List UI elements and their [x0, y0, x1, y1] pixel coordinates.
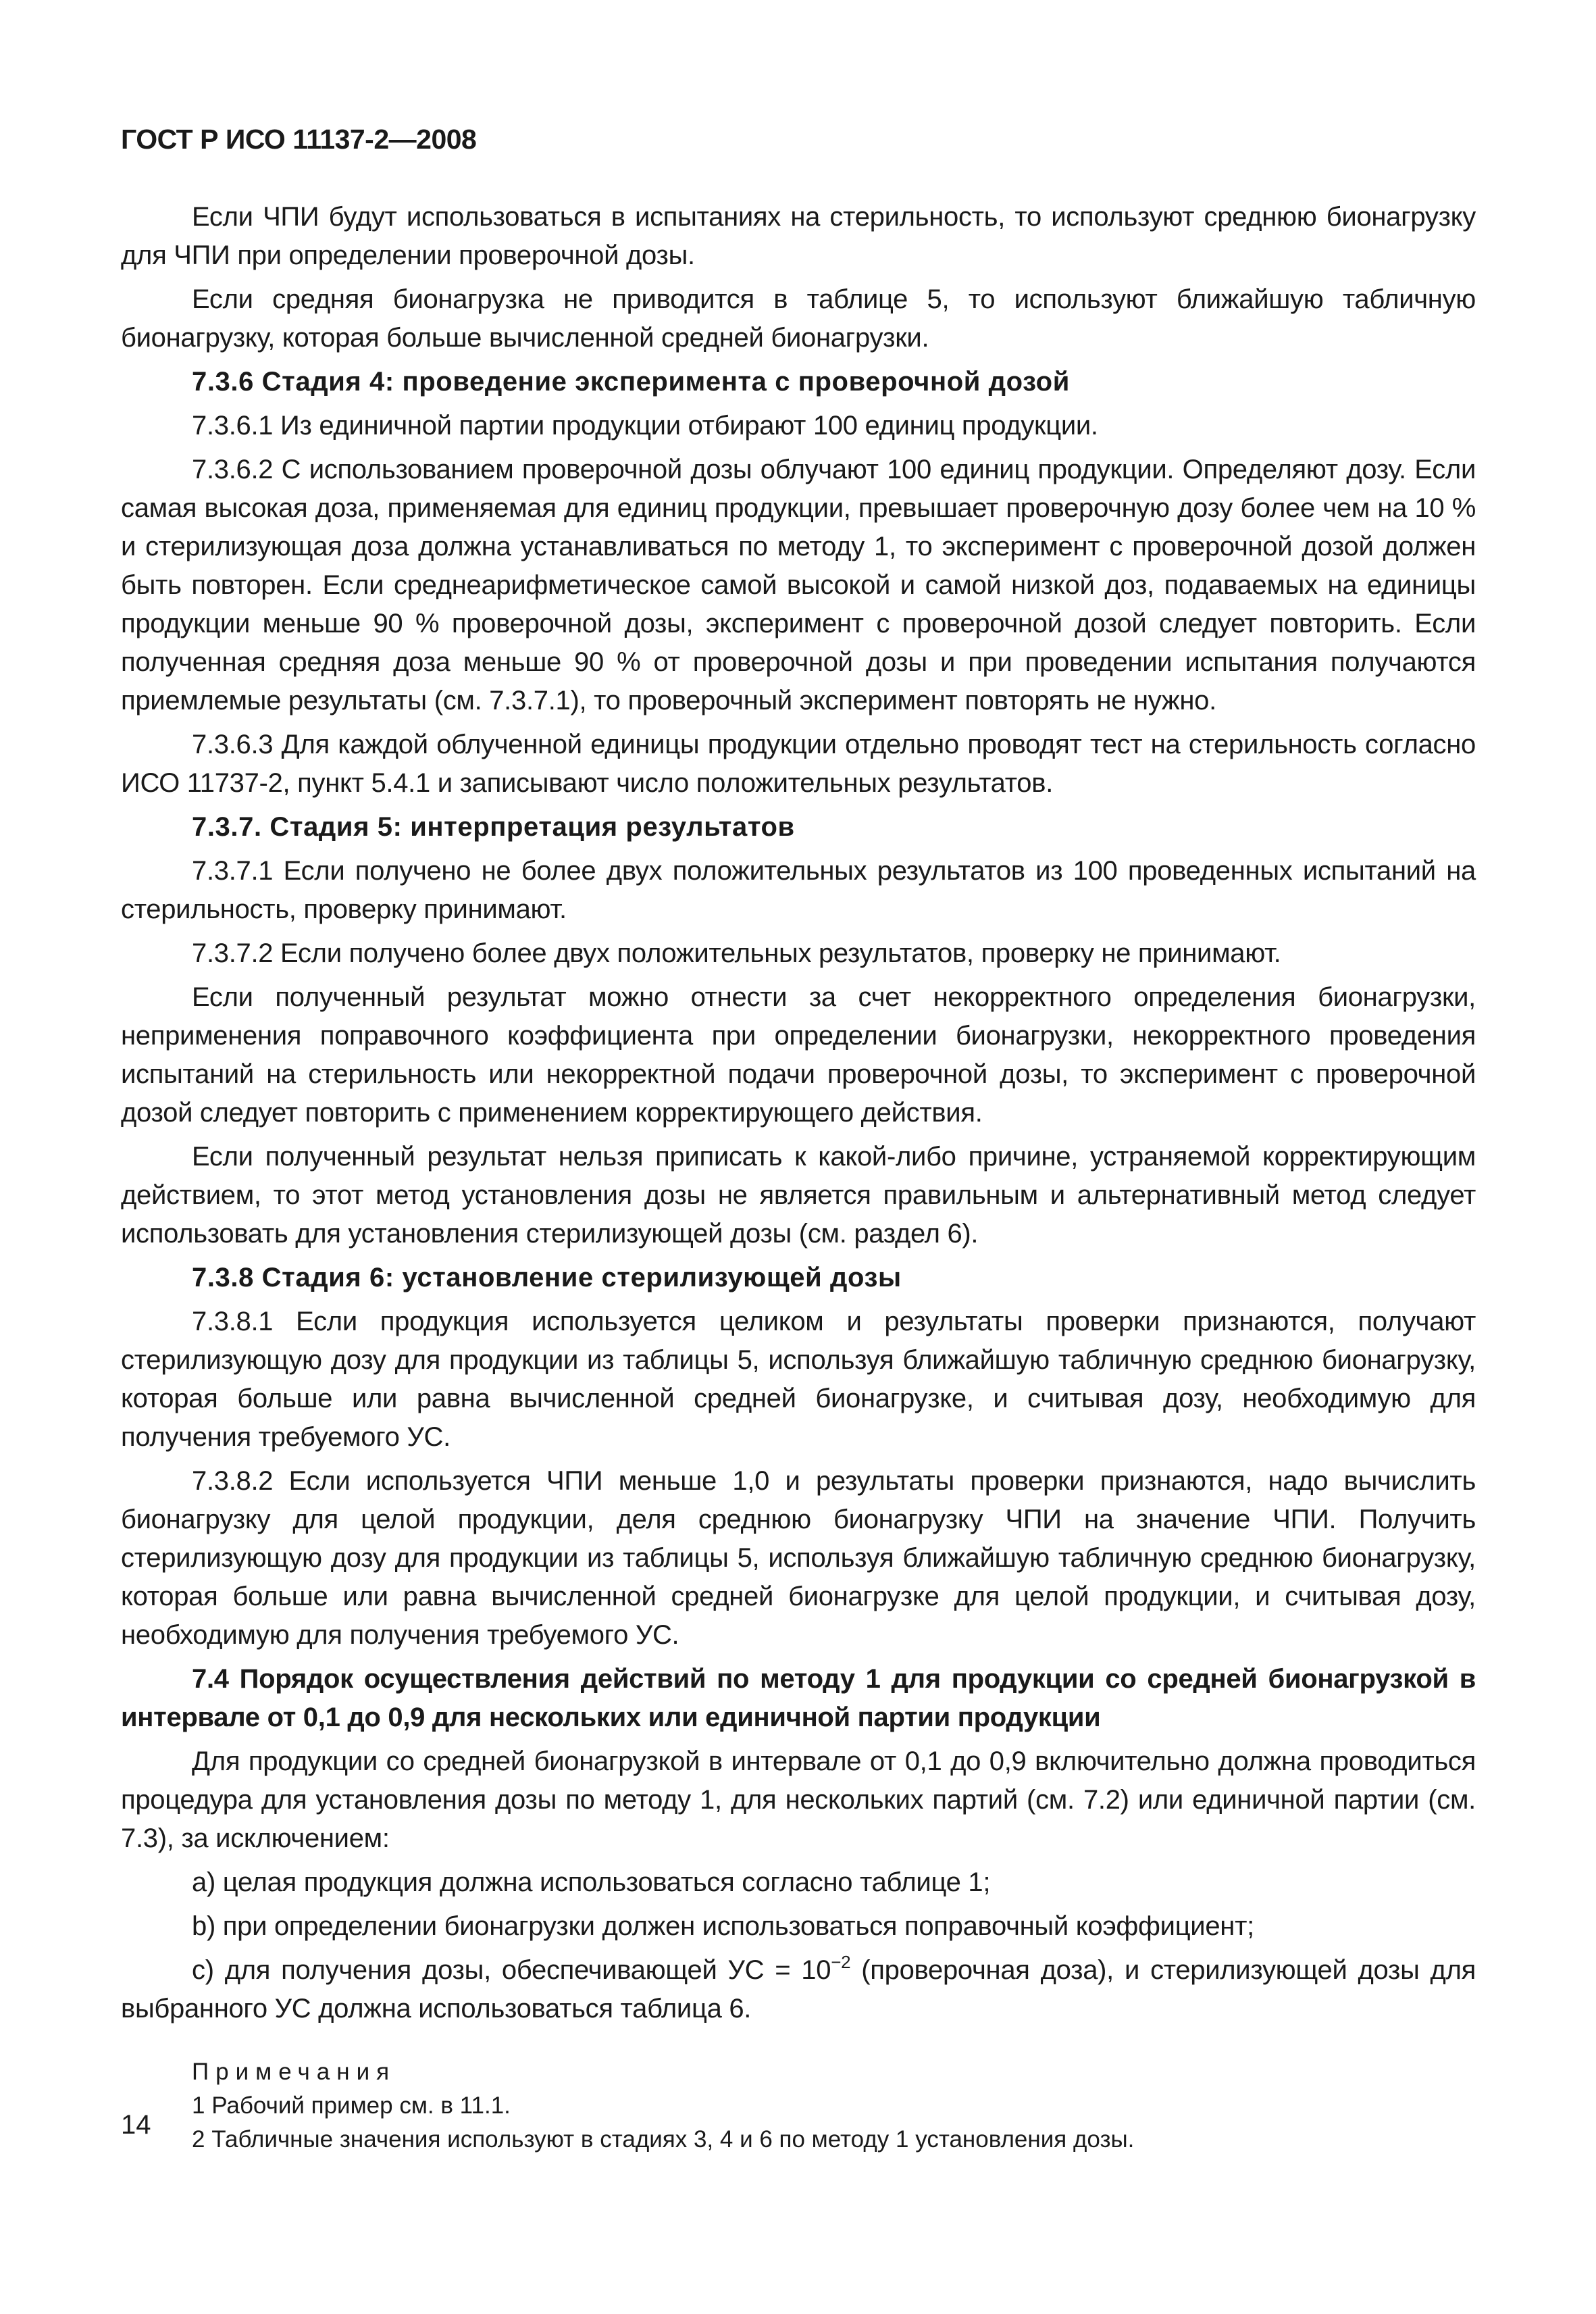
paragraph-7-3-7-2: 7.3.7.2 Если получено более двух положительных результатов, проверку не принимают. [192, 938, 1281, 968]
paragraph-7-3-6-1: 7.3.6.1 Из единичной партии продукции отбирают 100 единиц продукции. [192, 411, 1098, 441]
section-heading-7-3-8: 7.3.8 Стадия 6: установление стерилизующей дозы [192, 1263, 902, 1292]
notes-block [121, 2055, 1476, 2157]
list-item-c-text-rest: (проверочная доза), и стерилизующей дозы для выбранного УС должна использоваться таблица 6. [121, 1955, 1476, 2023]
note-item: 2 Табличные значения используют в стадиях 3, 4 и 6 по методу 1 установления дозы. [192, 2126, 1135, 2153]
document-header: ГОСТ Р ИСО 11137-2—2008 [121, 124, 477, 155]
note-item: 1 Рабочий пример см. в 11.1. [192, 2092, 511, 2119]
paragraph: Если средняя бионагрузка не приводится в таблице 5, то используют ближайшую табличную бионагрузку, которая больше вычисленной средней бионагрузки. [121, 284, 1476, 353]
paragraph: Если полученный результат можно отнести за счет некорректного определения бионагрузки, неприменения поправочного коэффициента при определении бионагрузки, некорректного проведения испытаний на стерильность или некорректной подачи проверочной дозы, то эксперимент с проверочной дозой следует повторить с применением корректирующего действия. [121, 982, 1476, 1128]
paragraph-7-3-8-1: 7.3.8.1 Если продукция используется целиком и результаты проверки признаются, получают стерилизующую дозу для продукции из таблицы 5, используя ближайшую табличную среднюю бионагрузку, которая больше или равна вычисленной средней бионагрузке, и считывая дозу, необходимую для получения требуемого УС. [121, 1307, 1476, 1452]
section-heading-7-4: 7.4 Порядок осуществления действий по методу 1 для продукции со средней бионагрузкой в интервале от 0,1 до 0,9 для нескольких или единичной партии продукции [121, 1664, 1476, 1732]
paragraph-7-3-6-2: 7.3.6.2 С использованием проверочной дозы облучают 100 единиц продукции. Определяют дозу. Если самая высокая доза, применяемая для единиц продукции, превышает проверочную дозу более чем на 10 % и стерилизующая доза должна устанавливаться по методу 1, то эксперимент с проверочной дозой должен быть повторен. Если среднеарифметическое самой высокой и самой низкой доз, подаваемых на единицы продукции меньше 90 % проверочной дозы, эксперимент с проверочной дозой следует повторить. Если полученная средняя доза меньше 90 % от проверочной дозы и при проведении испытания получаются приемлемые результаты (см. 7.3.7.1), то проверочный эксперимент повторять не нужно. [121, 455, 1476, 715]
paragraph-7-3-7-1: 7.3.7.1 Если получено не более двух положительных результатов из 100 проведенных испытаний на стерильность, проверку принимают. [121, 856, 1476, 924]
list-item-c [121, 1951, 1476, 2028]
list-item-a: a) целая продукция должна использоваться согласно таблице 1; [192, 1867, 991, 1897]
section-heading-7-3-7: 7.3.7. Стадия 5: интерпретация результатов [192, 812, 795, 842]
paragraph-7-3-6-3: 7.3.6.3 Для каждой облученной единицы продукции отдельно проводят тест на стерильность согласно ИСО 11737-2, пункт 5.4.1 и записывают число положительных результатов. [121, 730, 1476, 798]
list-item-b: b) при определении бионагрузки должен использоваться поправочный коэффициент; [192, 1911, 1254, 1941]
paragraph-7-4: Для продукции со средней бионагрузкой в интервале от 0,1 до 0,9 включительно должна проводиться процедура для установления дозы по методу 1, для нескольких партий (см. 7.2) или единичной партии (см. 7.3), за исключением: [121, 1746, 1476, 1853]
notes-title: Примечания [192, 2059, 396, 2085]
exponent: −2 [831, 1952, 851, 1972]
list-item-c-text: c) для получения дозы, обеспечивающей УС = 10 [192, 1955, 831, 1985]
paragraph: Если полученный результат нельзя приписать к какой-либо причине, устраняемой корректирующим действием, то этот метод установления дозы не является правильным и альтернативный метод следует использовать для установления стерилизующей дозы (см. раздел 6). [121, 1142, 1476, 1249]
section-heading-7-3-6: 7.3.6 Стадия 4: проведение эксперимента с проверочной дозой [192, 367, 1070, 397]
paragraph-7-3-8-2: 7.3.8.2 Если используется ЧПИ меньше 1,0 и результаты проверки признаются, надо вычислить бионагрузку для целой продукции, деля среднюю бионагрузку ЧПИ на значение ЧПИ. Получить стерилизующую дозу для продукции из таблицы 5, используя ближайшую табличную среднюю бионагрузку, которая больше или равна вычисленной средней бионагрузке для целой продукции, и считывая дозу, необходимую для получения требуемого УС. [121, 1466, 1476, 1650]
paragraph: Если ЧПИ будут использоваться в испытаниях на стерильность, то используют среднюю бионагрузку для ЧПИ при определении проверочной дозы. [121, 202, 1476, 270]
document-body [121, 198, 1476, 2157]
page-number: 14 [121, 2110, 151, 2140]
